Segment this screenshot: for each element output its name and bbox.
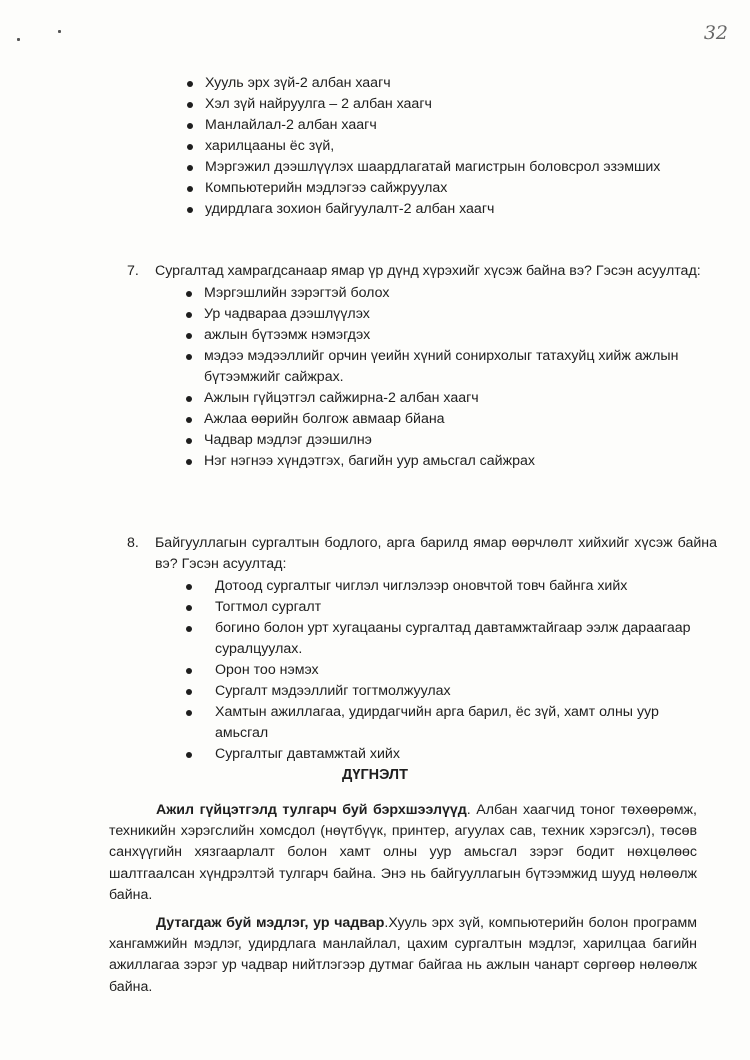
list-item: Хэл зүй найруулга – 2 албан хаагч	[205, 94, 725, 115]
conclusion-paragraph-2	[109, 913, 697, 998]
bullet-icon	[187, 186, 193, 192]
top-bullet-list	[205, 73, 725, 220]
question-7-answers	[204, 283, 709, 472]
bullet-icon	[187, 144, 193, 150]
paragraph-text: .Хууль эрх зүй, компьютерийн болон программ хангамжийн мэдлэг, удирдлага манлайлал, цахим сургалтын мэдлэг, харилцаа багийн ажиллагаа зэрэг ур чадвар нийтлэгээр дутмаг байгаа нь ажлын чанарт сөргөөр нөлөөлж байна.	[109, 915, 697, 995]
list-item: Чадвар мэдлэг дээшилнэ	[204, 430, 709, 451]
bullet-icon	[186, 584, 192, 590]
bullet-icon	[186, 438, 192, 444]
question-text: Байгууллагын сургалтын бодлого, арга барилд ямар өөрчлөлт хийхийг хүсэж байна вэ? Гэсэн асуултад:	[155, 535, 717, 572]
bullet-icon	[186, 689, 192, 695]
list-item: Хамтын ажиллагаа, удирдагчийн арга барил, ёс зүй, хамт олны уур амьсгал	[215, 702, 705, 744]
list-item: Хууль эрх зүй-2 албан хаагч	[205, 73, 725, 94]
bullet-icon	[186, 291, 192, 297]
bullet-icon	[186, 417, 192, 423]
list-item: Нэг нэгнээ хүндэтгэх, багийн уур амьсгал сайжрах	[204, 451, 709, 472]
list-item: Сургалт мэдээллийг тогтмолжуулах	[215, 681, 705, 702]
bullet-icon	[186, 312, 192, 318]
list-item: ажлын бүтээмж нэмэгдэх	[204, 325, 709, 346]
bullet-icon	[186, 668, 192, 674]
question-8-section	[127, 533, 717, 765]
question-number: 8.	[127, 535, 139, 551]
list-item: богино болон урт хугацааны сургалтад давтамжтайгаар ээлж дараагаар суралцуулах.	[215, 618, 705, 660]
list-item: Орон тоо нэмэх	[215, 660, 705, 681]
bullet-icon	[187, 165, 193, 171]
bullet-icon	[187, 102, 193, 108]
list-item: Ажлаа өөрийн болгож авмаар бйана	[204, 409, 709, 430]
bullet-icon	[186, 396, 192, 402]
list-item: Мэргэжил дээшлүүлэх шаардлагатай магистрын боловсрол эзэмших	[205, 157, 725, 178]
bullet-icon	[187, 207, 193, 213]
conclusion-paragraph-1	[109, 800, 697, 906]
bullet-icon	[186, 605, 192, 611]
scan-speck	[58, 30, 61, 33]
list-item: Мэргэшлийн зэрэгтэй болох	[204, 283, 709, 304]
list-item: удирдлага зохион байгуулалт-2 албан хаагч	[205, 199, 725, 220]
page-number: 32	[703, 22, 728, 44]
bullet-icon	[186, 333, 192, 339]
question-number: 7.	[127, 263, 139, 279]
section-heading: ДҮГНЭЛТ	[342, 767, 408, 783]
list-item: Ажлын гүйцэтгэл сайжирна-2 албан хаагч	[204, 388, 709, 409]
list-item: Сургалтыг давтамжтай хийх	[215, 744, 705, 765]
paragraph-lead: Дутагдаж буй мэдлэг, ур чадвар	[156, 915, 385, 931]
list-item: мэдээ мэдээллийг орчин үеийн хүний сонирхолыг татахуйц хийж ажлын бүтээмжийг сайжрах.	[204, 346, 709, 388]
bullet-icon	[186, 354, 192, 360]
bullet-icon	[186, 710, 192, 716]
bullet-icon	[187, 123, 193, 129]
paragraph-lead: Ажил гүйцэтгэлд тулгарч буй бэрхшээлүүд	[156, 802, 467, 818]
scan-speck	[17, 38, 20, 41]
question-text: Сургалтад хамрагдсанаар ямар үр дүнд хүрэхийг хүсэж байна вэ? Гэсэн асуултад:	[155, 263, 701, 279]
list-item: Ур чадвараа дээшлүүлэх	[204, 304, 709, 325]
bullet-icon	[187, 81, 193, 87]
list-item: Тогтмол сургалт	[215, 597, 705, 618]
list-item: Манлайлал-2 албан хаагч	[205, 115, 725, 136]
question-8-answers	[215, 576, 705, 765]
paragraph-text: . Албан хаагчид тоног төхөөрөмж, техникийн хэрэгслийн хомсдол (нөүтбүүк, принтер, агуулах сав, техник хэрэгсэл), төсөв санхүүгийн хязгаарлалт болон хамт олны уур амьсгал зэрэг бодит нөхцөлөөс шалтгаалсан хүндрэлтэй тулгарч байна. Энэ нь байгууллагын бүтээмжид шууд нөлөөлж байна.	[109, 802, 697, 903]
bullet-icon	[186, 626, 192, 632]
question-7-section	[127, 261, 717, 472]
list-item: Дотоод сургалтыг чиглэл чиглэлээр оновчтой товч байнга хийх	[215, 576, 705, 597]
list-item: харилцааны ёс зүй,	[205, 136, 725, 157]
list-item: Компьютерийн мэдлэгээ сайжруулах	[205, 178, 725, 199]
bullet-icon	[186, 459, 192, 465]
bullet-icon	[186, 752, 192, 758]
